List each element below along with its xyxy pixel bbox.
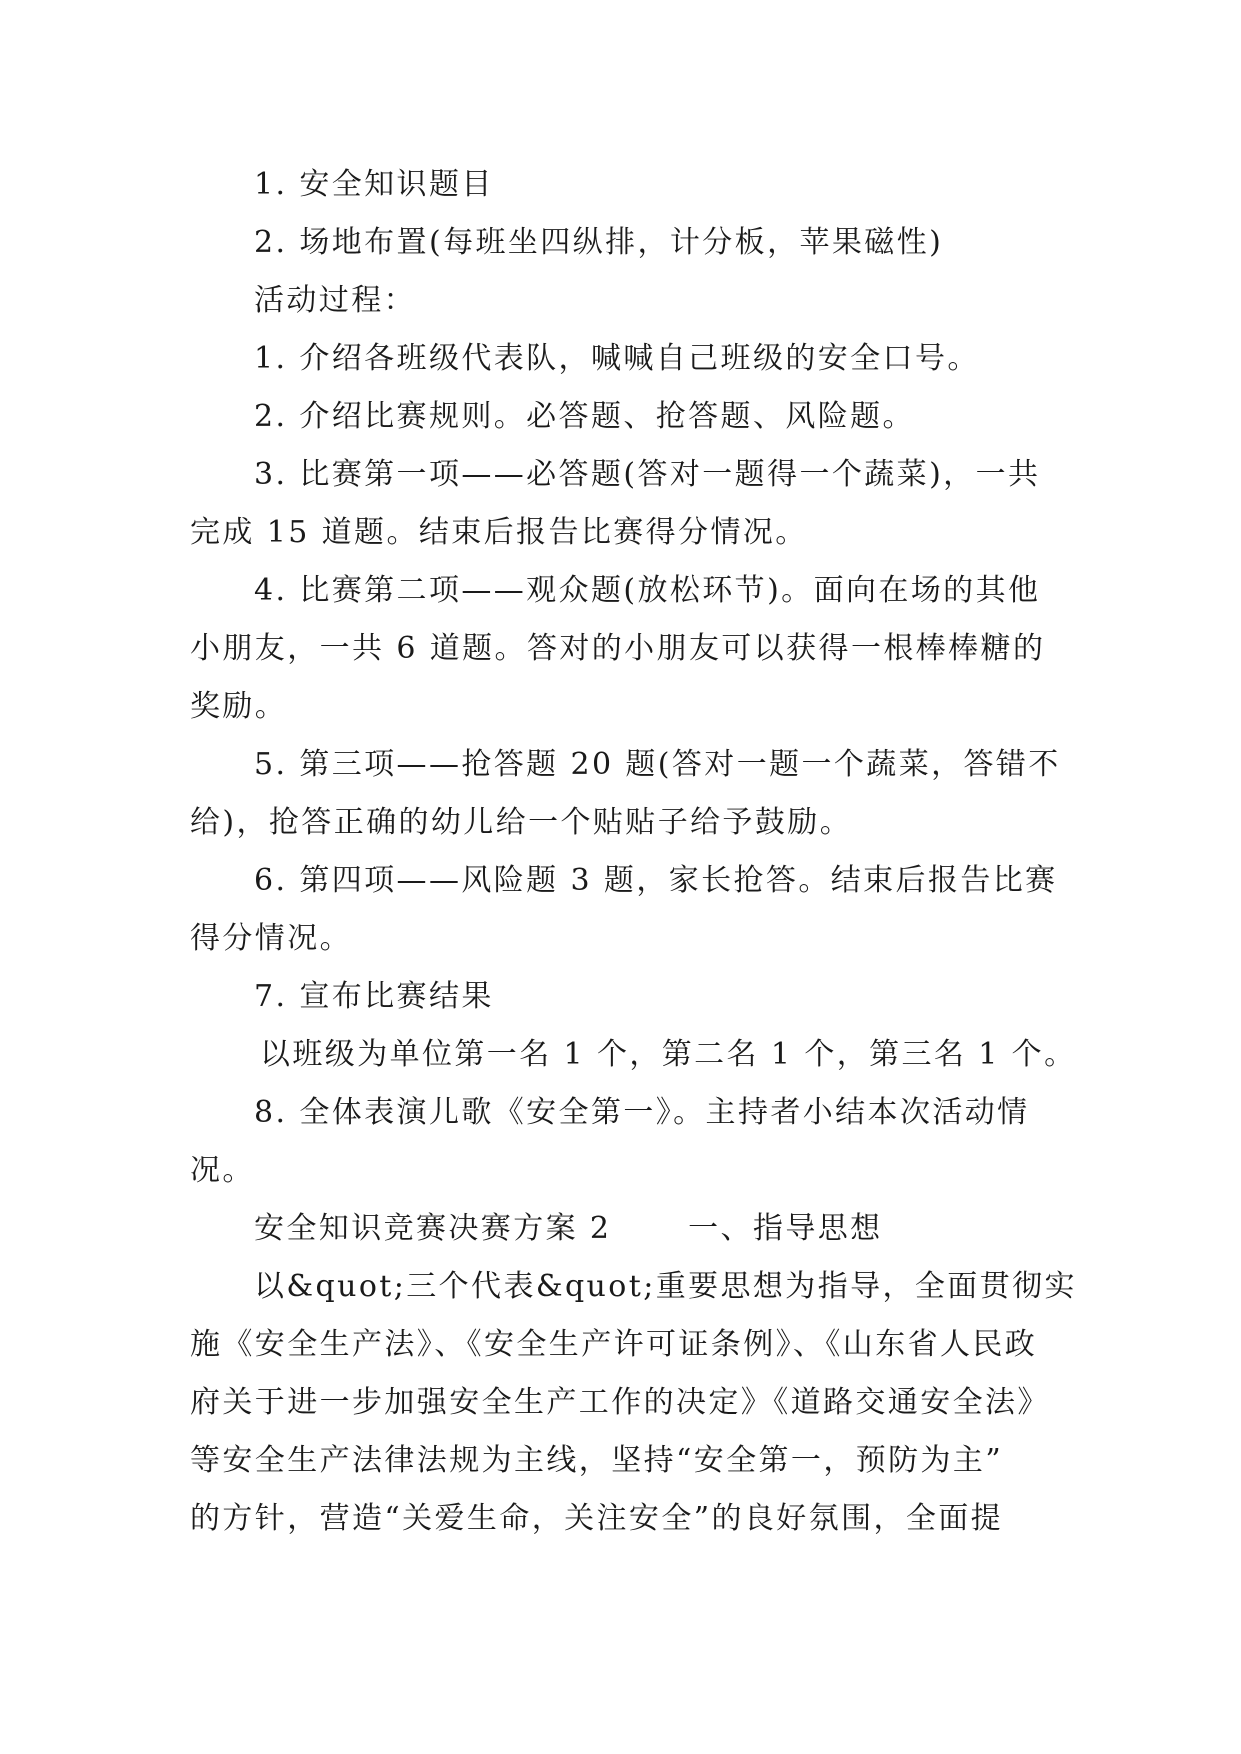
text-line: 2. 场地布置(每班坐四纵排，计分板，苹果磁性) [254, 225, 944, 260]
text-line: 2. 介绍比赛规则。必答题、抢答题、风险题。 [254, 399, 915, 434]
text-line: 4. 比赛第二项——观众题(放松环节)。面向在场的其他 [254, 573, 1041, 608]
text-line: 3. 比赛第一项——必答题(答对一题得一个蔬菜)，一共 [254, 457, 1041, 492]
text-line: 8. 全体表演儿歌《安全第一》。主持者小结本次活动情 [254, 1095, 1030, 1130]
text-line: 得分情况。 [190, 921, 352, 956]
text-line: 小朋友，一共 6 道题。答对的小朋友可以获得一根棒棒糖的 [190, 631, 1046, 666]
text-line: 以&quot;三个代表&quot;重要思想为指导，全面贯彻实 [254, 1269, 1077, 1304]
text-line: 1. 介绍各班级代表队，喊喊自己班级的安全口号。 [254, 341, 980, 376]
text-line: 况。 [190, 1153, 255, 1188]
text-line: 1. 安全知识题目 [254, 167, 494, 202]
text-line: 施《安全生产法》、《安全生产许可证条例》、《山东省人民政 [190, 1327, 1038, 1362]
text-line: 安全知识竞赛决赛方案 2 一、指导思想 [254, 1211, 883, 1246]
text-line: 给)，抢答正确的幼儿给一个贴贴子给予鼓励。 [190, 805, 853, 840]
text-line: 5. 第三项——抢答题 20 题(答对一题一个蔬菜，答错不 [254, 747, 1061, 782]
text-line: 府关于进一步加强安全生产工作的决定》《道路交通安全法》 [190, 1385, 1050, 1420]
text-line: 6. 第四项——风险题 3 题，家长抢答。结束后报告比赛 [254, 863, 1058, 898]
document-body [190, 156, 1077, 1548]
text-line: 的方针，营造“关爱生命，关注安全”的良好氛围，全面提 [190, 1501, 1004, 1536]
text-line: 完成 15 道题。结束后报告比赛得分情况。 [190, 515, 808, 550]
text-line: 等安全生产法律法规为主线，坚持“安全第一，预防为主” [190, 1443, 1004, 1478]
text-line: 以班级为单位第一名 1 个，第二名 1 个，第三名 1 个。 [260, 1037, 1077, 1072]
text-line: 活动过程： [254, 283, 416, 318]
document-page [190, 156, 1077, 1548]
text-line: 7. 宣布比赛结果 [254, 979, 494, 1014]
text-line: 奖励。 [190, 689, 288, 724]
